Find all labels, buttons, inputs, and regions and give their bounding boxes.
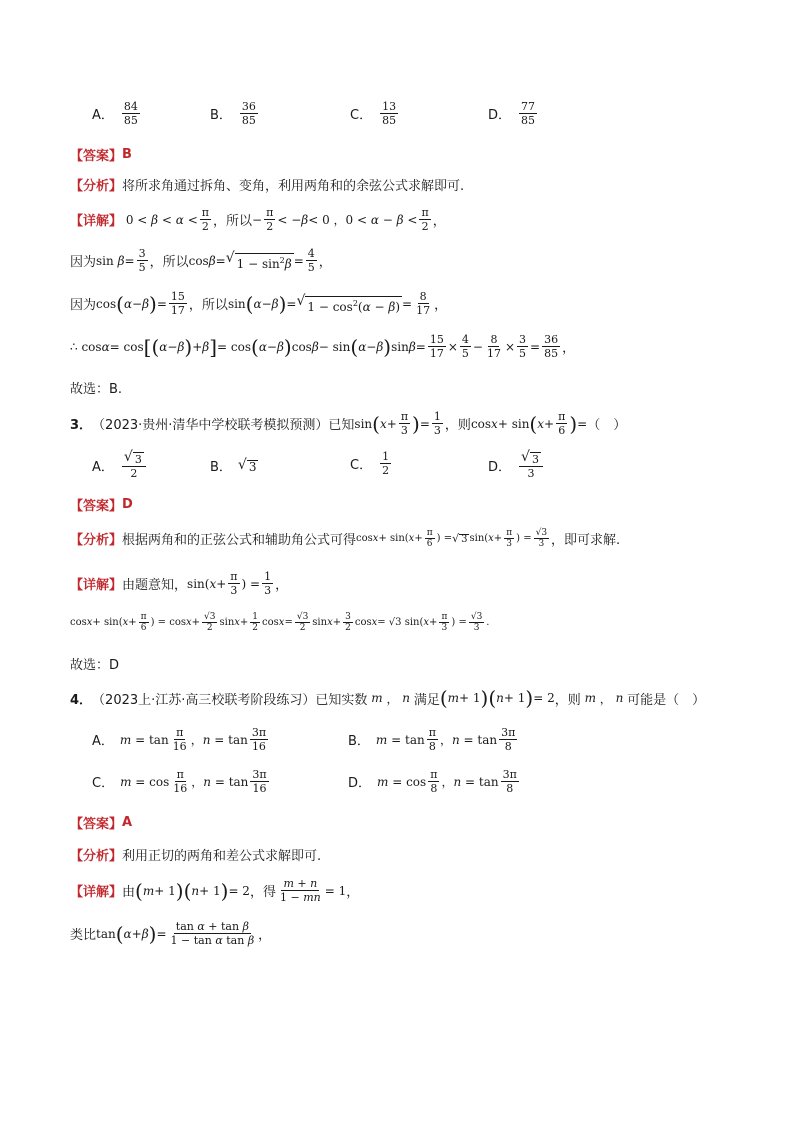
- q4-stem: 4． （2023上·江苏·高三校联考阶段练习） 已知实数 m ， n 满足 ( m + 1 ) ( n + 1 ) = 2 ，则 m ， n 可能是（ ）: [70, 686, 706, 710]
- q3-stem: 3． （2023·贵州·清华中学校联考模拟预测） 已知 sin ( x + $\frac{\pi}{3}$ ) = $\frac{1}{3}$ ，则 cos x + sin ( x + $\frac{\pi}{6}$ ) = （ ）: [70, 410, 627, 437]
- q2-detail-line1: 【详解】 0 < β < α < $\frac{\pi}{2}$ ，所以 − $\frac{\pi}{2}$ < − β < 0 ，0 < α − β < $\frac{\pi}{2}$ ，: [70, 206, 446, 233]
- q4-analysis: 【分析】 利用正切的两角和差公式求解即可.: [70, 849, 322, 864]
- option-label: A．: [92, 108, 114, 123]
- q4-detail-line1: 【详解】 由 ( m + 1 ) ( n + 1 ) = 2 ，得 $\frac{m + n}{1 - mn}$ = 1 ，: [70, 877, 360, 904]
- option-fraction: $\frac{36}{85}$: [241, 100, 256, 127]
- q4-option-a: A． m = tan $\frac{\pi}{16}$ ， n = tan $\frac{3\pi}{16}$: [92, 726, 267, 753]
- q4-option-d: D． m = cos $\frac{\pi}{8}$ ， n = tan $\frac{3\pi}{8}$: [348, 768, 517, 795]
- option-label: D．: [488, 108, 512, 123]
- q2-conclusion: 故选：B.: [70, 382, 123, 397]
- q2-option-b: [210, 100, 260, 127]
- option-fraction: $\frac{77}{85}$: [521, 100, 536, 127]
- q2-detail-line4: ∴ cos α = cos [ ( α − β ) + β ] = cos ( α − β ) cos β − sin ( α − β ) sin β = $\frac{15}{17}$ × $\frac{4}{5}$ − $\frac{8}{17}$ × $\frac{3}{5}$ = $\frac{36}{85}$ ，: [70, 333, 576, 360]
- q2-detail-line3: 因为 cos ( α − β ) = $\frac{15}{17}$ ，所以 sin ( α − β ) = √ $1 - \cos^2(\alpha - \beta)$ = $\frac{8}{17}$ ，: [70, 290, 448, 317]
- option-label: B．: [210, 108, 232, 123]
- q3-analysis: 【分析】 根据两角和的正弦公式和辅助角公式可得 cos x + sin( x + $\frac{\pi}{6}$ ) = √ 3 sin( x + $\frac{\pi}{3}$ ) = $\frac{√3}{3}$ ，即可求解.: [70, 528, 621, 549]
- q3-detail-line1: 【详解】 由题意知， sin( x + $\frac{\pi}{3}$ ) = $\frac{1}{3}$ ，: [70, 570, 289, 597]
- q3-answer: 【答案】 D: [70, 497, 133, 514]
- q2-detail-line2: 因为 sin β = $\frac{3}{5}$ ，所以 cos β = √ $1 - \sin^2\beta$ = $\frac{4}{5}$ ，: [70, 247, 332, 274]
- option-fraction: $\frac{84}{85}$: [123, 100, 138, 127]
- q2-answer: 【答案】 B: [70, 147, 132, 164]
- q3-conclusion: 故选：D: [70, 658, 120, 673]
- q4-detail-line2: 类比 tan ( α + β ) = $\frac{\text{tan α + tan β}}{\text{1 − tan α tan β}}$ ，: [70, 920, 272, 947]
- option-fraction: $\frac{13}{85}$: [382, 100, 397, 127]
- q4-option-c: C． m = cos $\frac{\pi}{16}$ ， n = tan $\frac{3\pi}{16}$: [92, 768, 267, 795]
- q3-option-a: A． √ 3 2: [92, 450, 148, 480]
- q3-detail-line2: cos x + sin( x + $\frac{\pi}{6}$ ) = cos x + $\frac{√3}{2}$ sin x + $\frac{1}{2}$ cos x = $\frac{√3}{2}$ sin x + $\frac{3}{2}$ cos x = √3 sin( x + $\frac{\pi}{3}$ ) = $\frac{√3}{3}$ .: [70, 612, 490, 633]
- q3-option-d: D． √ 3 3: [488, 450, 545, 480]
- q2-option-d: [488, 100, 539, 127]
- q2-analysis: 【分析】 将所求角通过拆角、变角，利用两角和的余弦公式求解即可.: [70, 179, 465, 194]
- q4-option-b: B． m = tan $\frac{\pi}{8}$ ， n = tan $\frac{3\pi}{8}$: [348, 726, 516, 753]
- q4-answer: 【答案】 A: [70, 815, 133, 832]
- q2-option-c: [350, 100, 400, 127]
- q3-option-b: B． √ 3: [210, 456, 257, 475]
- q2-option-a: [92, 100, 142, 127]
- option-label: C．: [350, 108, 373, 123]
- q3-option-c: C． $\frac{1}{2}$: [350, 450, 390, 477]
